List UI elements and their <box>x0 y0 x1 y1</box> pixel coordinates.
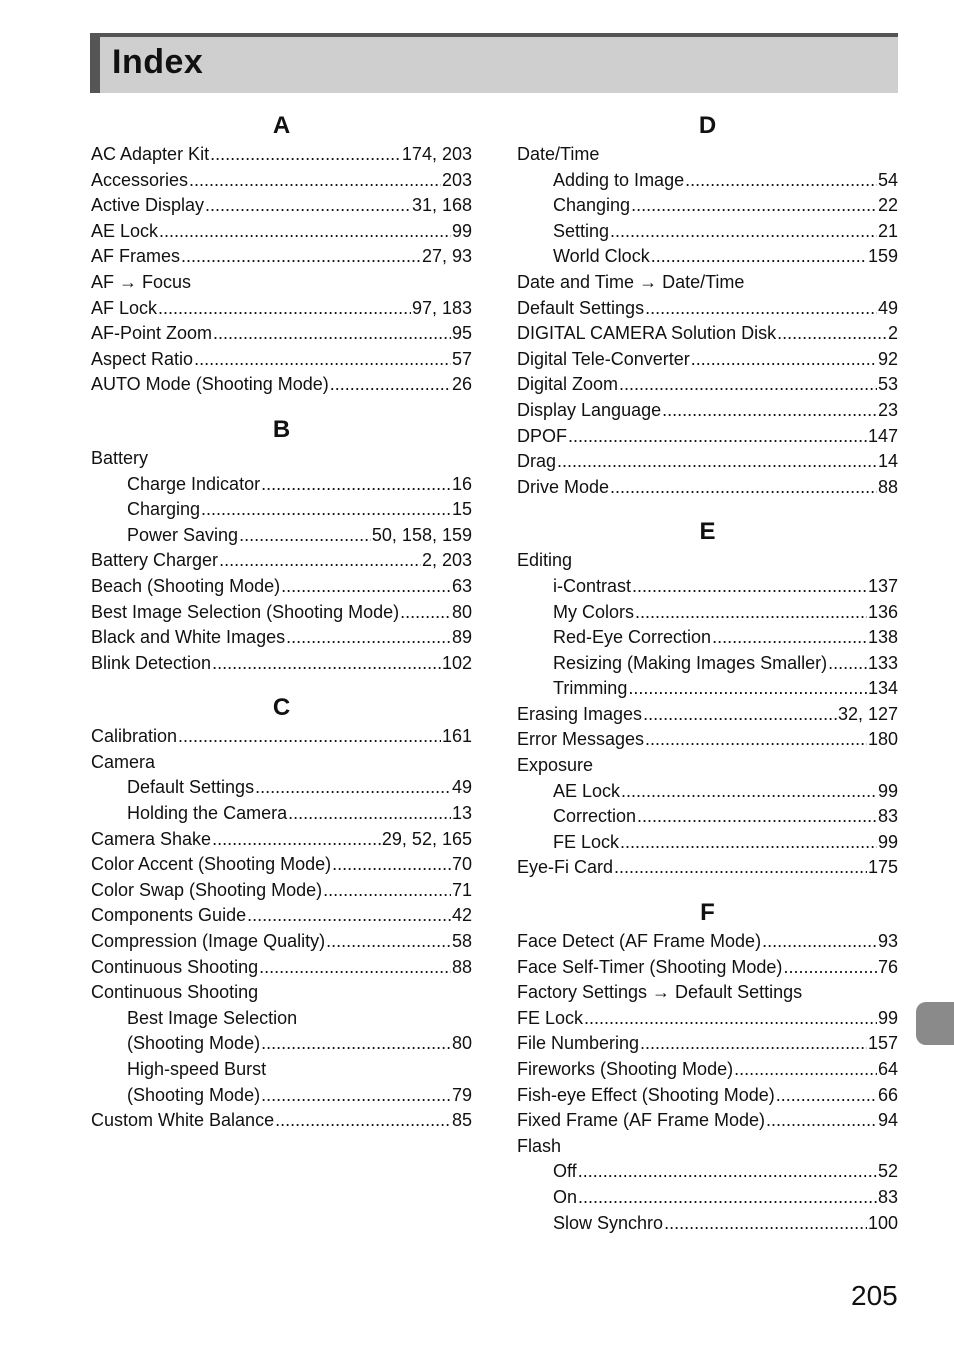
entry-term: Exposure <box>517 755 594 776</box>
entry-page-ref: 147 <box>867 425 898 446</box>
entry-term: High-speed Burst <box>127 1059 267 1079</box>
entry-term: AUTO Mode (Shooting Mode) <box>91 374 329 395</box>
dot-leader <box>205 193 411 219</box>
index-subentry <box>517 676 898 702</box>
index-subentry <box>517 1159 898 1185</box>
dot-leader <box>326 929 451 955</box>
entry-page-ref: 70 <box>451 854 472 875</box>
entry-term: DPOF <box>517 425 568 446</box>
entry-term: DIGITAL CAMERA Solution Disk <box>517 323 777 344</box>
entry-page-ref: 29, 52, 165 <box>381 828 472 849</box>
entry-term: Continuous Shooting <box>91 956 259 977</box>
dot-leader <box>210 142 401 168</box>
entry-term: Fixed Frame (AF Frame Mode) <box>517 1110 766 1131</box>
index-entry <box>91 929 472 955</box>
index-entry <box>91 244 472 270</box>
index-entry <box>517 1083 898 1109</box>
entry-page-ref: 2, 203 <box>421 550 472 571</box>
dot-leader <box>181 244 421 270</box>
entry-term: AC Adapter Kit <box>91 144 210 164</box>
index-entry <box>517 1134 898 1160</box>
entry-term: Digital Tele-Converter <box>517 348 690 369</box>
dot-leader <box>201 497 451 523</box>
entry-page-ref: 16 <box>451 473 472 494</box>
entry-term: Digital Zoom <box>517 374 619 395</box>
entry-page-ref: 203 <box>441 169 472 190</box>
dot-leader <box>213 321 451 347</box>
dot-leader <box>247 903 451 929</box>
section-letter: C <box>272 694 291 722</box>
entry-term: Black and White Images <box>91 627 286 648</box>
entry-term: Calibration <box>91 726 178 747</box>
entry-page-ref: 66 <box>877 1084 898 1105</box>
section-thumb-tab <box>916 1002 954 1045</box>
index-entry <box>517 347 898 373</box>
entry-term: Face Self-Timer (Shooting Mode) <box>517 956 783 977</box>
index-subentry <box>517 244 898 270</box>
page-number: 205 <box>851 1280 898 1311</box>
entry-term: Red-Eye Correction <box>553 627 712 648</box>
entry-page-ref: 133 <box>867 652 898 673</box>
entry-term: On <box>553 1186 578 1207</box>
entry-page-ref: 57 <box>451 348 472 369</box>
index-entry <box>517 548 898 574</box>
dot-leader <box>275 1108 451 1134</box>
index-subentry <box>517 1211 898 1237</box>
index-entry <box>517 929 898 955</box>
index-entry <box>517 1031 898 1057</box>
entry-page-ref: 42 <box>451 905 472 926</box>
entry-page-ref: 93 <box>877 931 898 952</box>
dot-leader <box>239 523 371 549</box>
dot-leader <box>691 347 877 373</box>
dot-leader <box>281 574 451 600</box>
entry-term: FE Lock <box>517 1007 584 1028</box>
section-letter: A <box>272 112 291 139</box>
index-entry <box>517 270 898 296</box>
header-accent-bar <box>90 33 100 93</box>
entry-page-ref: 26 <box>451 374 472 395</box>
index-entry <box>517 1057 898 1083</box>
index-subentry <box>91 801 472 827</box>
entry-term: Power Saving <box>127 524 239 545</box>
entry-term: Flash <box>517 1135 562 1156</box>
dot-leader <box>621 779 877 805</box>
entry-page-ref: 174, 203 <box>401 144 472 164</box>
index-column-right <box>517 110 898 1236</box>
index-entry <box>91 321 472 347</box>
index-subentry <box>517 193 898 219</box>
entry-term: AE Lock <box>91 220 159 241</box>
entry-page-ref: 97, 183 <box>411 297 472 318</box>
index-entry <box>517 424 898 450</box>
entry-term: Custom White Balance <box>91 1110 275 1131</box>
entry-page-ref: 58 <box>451 931 472 952</box>
index-section <box>91 110 472 398</box>
section-letter: D <box>698 112 717 139</box>
dot-leader <box>332 852 451 878</box>
entry-page-ref: 32, 127 <box>837 703 898 724</box>
entry-term: (Shooting Mode) <box>127 1033 261 1054</box>
index-entry <box>517 753 898 779</box>
entry-term: AF Lock <box>91 297 158 318</box>
index-subentry <box>517 219 898 245</box>
index-entry <box>517 142 898 168</box>
index-entry <box>91 980 472 1006</box>
index-entry <box>517 1006 898 1032</box>
entry-term: Face Detect (AF Frame Mode) <box>517 931 762 952</box>
entry-page-ref: 23 <box>877 399 898 420</box>
dot-leader <box>584 1006 877 1032</box>
index-subentry <box>91 1031 472 1057</box>
index-entry <box>91 270 472 296</box>
index-entry <box>91 372 472 398</box>
entry-page-ref: 54 <box>877 169 898 190</box>
entry-term: Eye-Fi Card <box>517 857 614 878</box>
index-subentry <box>91 1083 472 1109</box>
dot-leader <box>762 929 877 955</box>
entry-page-ref: 88 <box>451 956 472 977</box>
index-subentry <box>91 1006 472 1032</box>
dot-leader <box>828 651 867 677</box>
dot-leader <box>610 475 877 501</box>
entry-page-ref: 136 <box>867 601 898 622</box>
entry-page-ref: 80 <box>451 601 472 622</box>
dot-leader <box>620 830 877 856</box>
dot-leader <box>255 775 451 801</box>
entry-page-ref: 76 <box>877 956 898 977</box>
entry-term: Beach (Shooting Mode) <box>91 575 281 596</box>
entry-term: i-Contrast <box>553 575 632 596</box>
index-entry <box>91 625 472 651</box>
dot-leader <box>323 878 451 904</box>
entry-term: Adding to Image <box>553 169 685 190</box>
entry-term: Setting <box>553 220 610 241</box>
dot-leader <box>158 296 411 322</box>
dot-leader <box>645 296 877 322</box>
entry-page-ref: 102 <box>441 652 472 673</box>
dot-leader <box>776 1083 877 1109</box>
entry-term: Aspect Ratio <box>91 348 194 369</box>
entry-page-ref: 175 <box>867 857 898 878</box>
index-entry <box>91 878 472 904</box>
entry-term: Color Accent (Shooting Mode) <box>91 854 332 875</box>
dot-leader <box>777 321 887 347</box>
index-entry <box>91 296 472 322</box>
entry-term: Best Image Selection (Shooting Mode) <box>91 601 400 622</box>
entry-term: Battery Charger <box>91 550 219 571</box>
dot-leader <box>637 804 877 830</box>
entry-term: Erasing Images <box>517 703 643 724</box>
entry-term: Resizing (Making Images Smaller) <box>553 652 828 673</box>
dot-leader <box>219 548 421 574</box>
index-entry <box>517 980 898 1006</box>
entry-term: Drive Mode <box>517 476 610 497</box>
entry-term: Camera <box>91 751 156 772</box>
entry-page-ref: 88 <box>877 476 898 497</box>
entry-page-ref: 94 <box>877 1110 898 1131</box>
index-entry <box>517 372 898 398</box>
entry-term: (Shooting Mode) <box>127 1084 261 1105</box>
dot-leader <box>734 1057 877 1083</box>
entry-page-ref: 53 <box>877 374 898 395</box>
entry-term: Drag <box>517 451 557 472</box>
index-section <box>517 897 898 1236</box>
dot-leader <box>189 168 441 194</box>
dot-leader <box>783 955 877 981</box>
entry-term: Components Guide <box>91 905 247 926</box>
index-entry <box>91 600 472 626</box>
index-subentry <box>91 523 472 549</box>
entry-term: Color Swap (Shooting Mode) <box>91 879 323 900</box>
index-entry <box>91 168 472 194</box>
entry-term: Active Display <box>91 195 205 216</box>
dot-leader <box>766 1108 877 1134</box>
entry-page-ref: 99 <box>451 220 472 241</box>
entry-page-ref: 92 <box>877 348 898 369</box>
entry-term: Blink Detection <box>91 652 212 673</box>
entry-term: Battery <box>91 447 149 468</box>
dot-leader <box>178 724 441 750</box>
dot-leader <box>261 472 451 498</box>
index-entry <box>91 446 472 472</box>
entry-page-ref: 49 <box>877 297 898 318</box>
entry-term: Date and Time → Date/Time <box>517 271 745 292</box>
dot-leader <box>635 600 867 626</box>
dot-leader <box>610 219 877 245</box>
entry-page-ref: 71 <box>451 879 472 900</box>
dot-leader <box>685 168 877 194</box>
entry-term: Fish-eye Effect (Shooting Mode) <box>517 1084 775 1105</box>
entry-page-ref: 52 <box>877 1161 898 1182</box>
entry-page-ref: 99 <box>877 1007 898 1028</box>
entry-page-ref: 137 <box>867 575 898 596</box>
entry-page-ref: 27, 93 <box>421 246 472 267</box>
index-subentry <box>517 651 898 677</box>
entry-page-ref: 99 <box>877 780 898 801</box>
entry-term: AF → Focus <box>91 271 192 292</box>
entry-term: Charging <box>127 499 201 520</box>
index-subentry <box>517 830 898 856</box>
entry-page-ref: 134 <box>867 678 898 699</box>
index-entry <box>517 475 898 501</box>
index-section <box>517 516 898 881</box>
entry-page-ref: 95 <box>451 323 472 344</box>
entry-term: World Clock <box>553 246 650 267</box>
dot-leader <box>194 347 451 373</box>
index-entry <box>91 750 472 776</box>
index-subentry <box>517 625 898 651</box>
entry-term: Display Language <box>517 399 662 420</box>
dot-leader <box>159 219 451 245</box>
entry-term: Holding the Camera <box>127 803 288 824</box>
dot-leader <box>568 424 867 450</box>
dot-leader <box>288 801 451 827</box>
index-entry <box>91 852 472 878</box>
entry-page-ref: 159 <box>867 246 898 267</box>
index-entry <box>91 724 472 750</box>
index-section <box>91 692 472 1134</box>
entry-term: Correction <box>553 806 637 827</box>
entry-page-ref: 50, 158, 159 <box>371 524 472 545</box>
entry-term: Default Settings <box>517 297 645 318</box>
index-entry <box>517 727 898 753</box>
entry-page-ref: 21 <box>877 220 898 241</box>
dot-leader <box>662 398 877 424</box>
index-entry <box>91 142 472 168</box>
dot-leader <box>619 372 877 398</box>
index-entry <box>91 219 472 245</box>
entry-term: File Numbering <box>517 1033 640 1054</box>
dot-leader <box>578 1185 877 1211</box>
entry-term: AE Lock <box>553 780 621 801</box>
entry-term: AF-Point Zoom <box>91 323 213 344</box>
dot-leader <box>664 1211 867 1237</box>
dot-leader <box>632 574 867 600</box>
index-entry <box>517 449 898 475</box>
index-subentry <box>91 775 472 801</box>
entry-page-ref: 89 <box>451 627 472 648</box>
entry-page-ref: 83 <box>877 1186 898 1207</box>
index-entry <box>517 321 898 347</box>
entry-page-ref: 138 <box>867 627 898 648</box>
entry-page-ref: 99 <box>877 831 898 852</box>
entry-term: Off <box>553 1161 577 1182</box>
entry-term: Factory Settings → Default Settings <box>517 982 803 1003</box>
entry-term: AF Frames <box>91 246 181 267</box>
dot-leader <box>330 372 451 398</box>
index-subentry <box>91 497 472 523</box>
dot-leader <box>631 193 877 219</box>
entry-page-ref: 100 <box>867 1212 898 1233</box>
entry-term: Compression (Image Quality) <box>91 931 326 952</box>
dot-leader <box>259 955 451 981</box>
page-title: Index <box>112 43 204 81</box>
index-subentry <box>91 472 472 498</box>
dot-leader <box>640 1031 867 1057</box>
index-entry <box>91 574 472 600</box>
dot-leader <box>578 1159 877 1185</box>
entry-term: Continuous Shooting <box>91 982 259 1003</box>
dot-leader <box>643 702 837 728</box>
entry-page-ref: 85 <box>451 1110 472 1131</box>
index-entry <box>517 855 898 881</box>
entry-page-ref: 31, 168 <box>411 195 472 216</box>
entry-page-ref: 22 <box>877 195 898 216</box>
entry-page-ref: 15 <box>451 499 472 520</box>
dot-leader <box>614 855 867 881</box>
entry-page-ref: 83 <box>877 806 898 827</box>
index-column-left <box>91 110 472 1134</box>
dot-leader <box>400 600 451 626</box>
entry-term: Slow Synchro <box>553 1212 664 1233</box>
index-entry <box>517 1108 898 1134</box>
entry-page-ref: 14 <box>877 451 898 472</box>
entry-term: Fireworks (Shooting Mode) <box>517 1059 734 1079</box>
index-entry <box>91 651 472 677</box>
entry-term: Error Messages <box>517 729 645 750</box>
dot-leader <box>712 625 867 651</box>
dot-leader <box>261 1083 451 1109</box>
dot-leader <box>212 651 441 677</box>
entry-page-ref: 79 <box>451 1084 472 1105</box>
dot-leader <box>212 827 381 853</box>
entry-page-ref: 49 <box>451 777 472 798</box>
entry-page-ref: 64 <box>877 1059 898 1079</box>
entry-page-ref: 80 <box>451 1033 472 1054</box>
dot-leader <box>261 1031 451 1057</box>
index-subentry <box>517 1185 898 1211</box>
index-entry <box>91 1108 472 1134</box>
index-entry <box>91 548 472 574</box>
index-section <box>517 110 898 500</box>
entry-term: Editing <box>517 550 573 571</box>
index-subentry <box>517 168 898 194</box>
dot-leader <box>651 244 867 270</box>
section-letter: E <box>699 518 716 546</box>
section-letter: F <box>700 899 715 927</box>
entry-term: Camera Shake <box>91 828 212 849</box>
index-subentry <box>517 574 898 600</box>
index-entry <box>91 347 472 373</box>
entry-page-ref: 63 <box>451 575 472 596</box>
index-entry <box>517 398 898 424</box>
index-entry <box>517 296 898 322</box>
entry-page-ref: 161 <box>441 726 472 747</box>
entry-page-ref: 2 <box>887 323 898 344</box>
dot-leader <box>286 625 451 651</box>
entry-page-ref: 180 <box>867 729 898 750</box>
entry-term: Accessories <box>91 169 189 190</box>
dot-leader <box>557 449 877 475</box>
section-letter: B <box>272 415 291 443</box>
index-header <box>90 33 898 93</box>
entry-term: Best Image Selection <box>127 1007 298 1028</box>
dot-leader <box>628 676 867 702</box>
index-section <box>91 414 472 676</box>
index-subentry <box>517 600 898 626</box>
index-subentry <box>517 779 898 805</box>
index-entry <box>91 903 472 929</box>
index-entry <box>517 955 898 981</box>
index-entry <box>91 193 472 219</box>
entry-term: Date/Time <box>517 144 600 164</box>
index-entry <box>91 955 472 981</box>
entry-term: FE Lock <box>553 831 620 852</box>
index-entry <box>517 702 898 728</box>
index-subentry <box>91 1057 472 1083</box>
entry-term: Charge Indicator <box>127 473 261 494</box>
dot-leader <box>645 727 867 753</box>
entry-term: Default Settings <box>127 777 255 798</box>
entry-term: My Colors <box>553 601 635 622</box>
entry-page-ref: 157 <box>867 1033 898 1054</box>
index-entry <box>91 827 472 853</box>
entry-term: Changing <box>553 195 631 216</box>
index-subentry <box>517 804 898 830</box>
entry-term: Trimming <box>553 678 628 699</box>
entry-page-ref: 13 <box>451 803 472 824</box>
